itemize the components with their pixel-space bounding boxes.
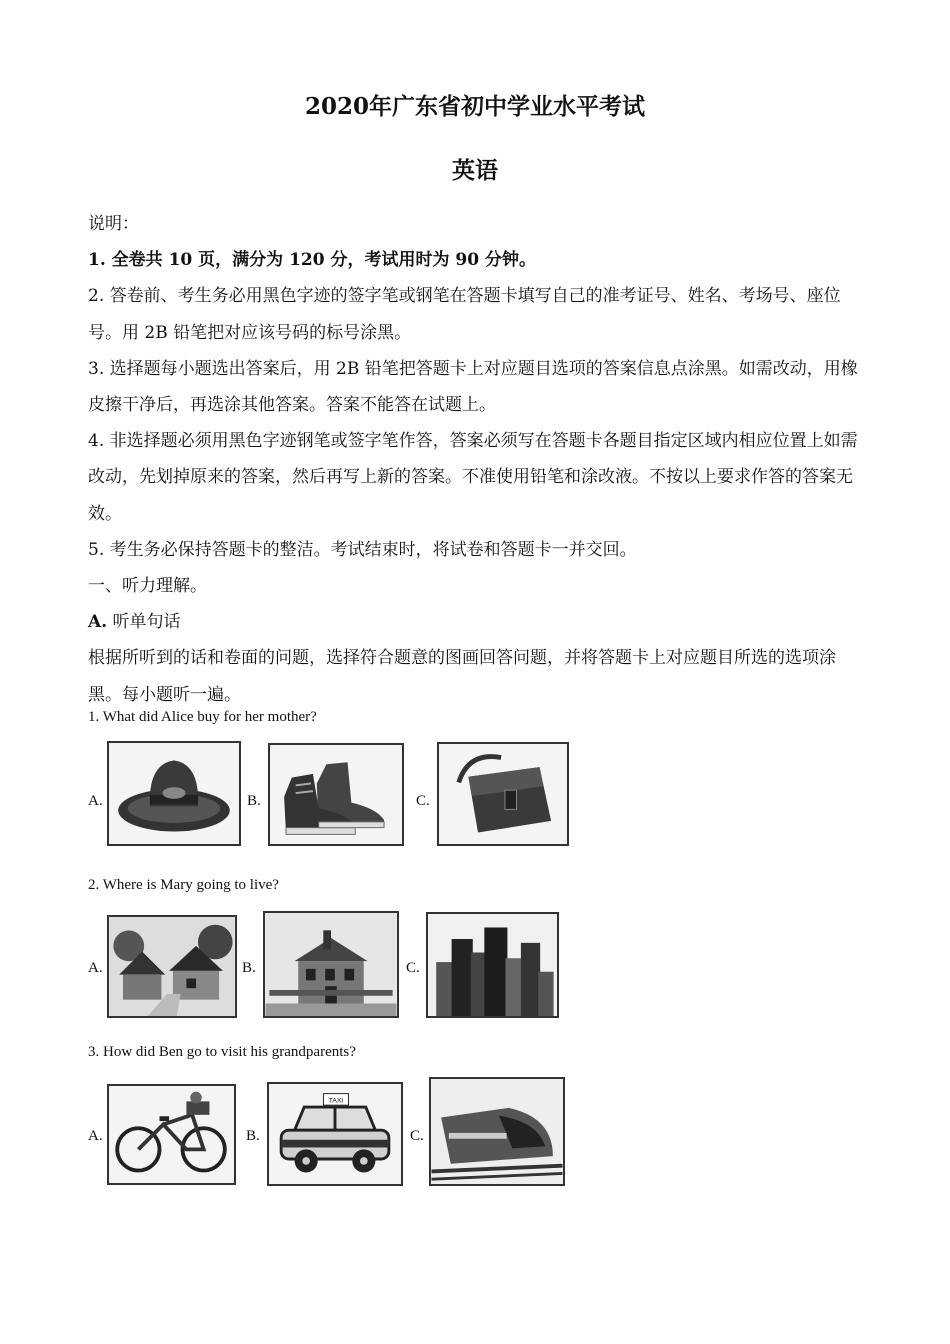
page-title: 2020年广东省初中学业水平考试 — [304, 93, 645, 120]
house-icon — [263, 911, 399, 1018]
option-letter: B. — [246, 1128, 260, 1144]
section-heading: 一、听力理解。 — [88, 576, 207, 597]
option-letter: A. — [88, 960, 103, 976]
option-letter: C. — [416, 793, 430, 809]
subsection-title: 听单句话 — [112, 612, 181, 633]
taxi-icon — [267, 1082, 403, 1186]
city-icon — [426, 912, 559, 1018]
train-icon — [429, 1077, 565, 1186]
option-letter: B. — [242, 960, 256, 976]
section-direction: 根据所听到的话和卷面的问题，选择符合题意的图画回答问题，并将答题卡上对应题目所选的选项涂黑。每小题听一遍。 — [88, 648, 836, 705]
question-3: 3. How did Ben go to visit his grandparents? — [88, 1044, 356, 1060]
question-2: 2. Where is Mary going to live? — [88, 877, 279, 893]
subject-title: 英语 — [452, 157, 498, 184]
instruction-item: 2. 答卷前、考生务必用黑色字迹的签字笔或钢笔在答题卡填写自己的准考证号、姓名、考场号、座位号。用 2B 铅笔把对应该号码的标号涂黑。 — [88, 286, 841, 343]
option-letter: A. — [88, 793, 103, 809]
sneakers-icon — [268, 743, 404, 846]
village-icon — [107, 915, 237, 1018]
instruction-item: 3. 选择题每小题选出答案后，用 2B 铅笔把答题卡上对应题目选项的答案信息点涂黑。如需改动，用橡皮擦干净后，再选涂其他答案。答案不能答在试题上。 — [88, 358, 858, 416]
instruction-item: 4. 非选择题必须用黑色字迹钢笔或签字笔作答，答案必须写在答题卡各题目指定区域内相应位置上如需改动，先划掉原来的答案，然后再写上新的答案。不准使用铅笔和涂改液。不按以上要求作答的答案无效。 — [88, 431, 858, 524]
option-letter: C. — [406, 960, 420, 976]
bicycle-icon — [107, 1084, 236, 1185]
option-letter: A. — [88, 1128, 103, 1144]
hat-icon — [107, 741, 241, 846]
option-letter: B. — [247, 793, 261, 809]
instructions-heading: 说明： — [88, 214, 139, 234]
instruction-item: 1. 全卷共 10 页，满分为 120 分，考试用时为 90 分钟。 — [88, 250, 536, 271]
instruction-item: 5. 考生务必保持答题卡的整洁。考试结束时，将试卷和答题卡一并交回。 — [88, 539, 637, 560]
bag-icon — [437, 742, 569, 846]
instructions-block — [88, 206, 868, 713]
question-1: 1. What did Alice buy for her mother? — [88, 709, 317, 725]
taxi-sign: TAXI — [328, 1097, 344, 1105]
subsection-label: A. — [88, 612, 108, 633]
subsection-heading — [88, 604, 868, 640]
option-letter: C. — [410, 1128, 424, 1144]
